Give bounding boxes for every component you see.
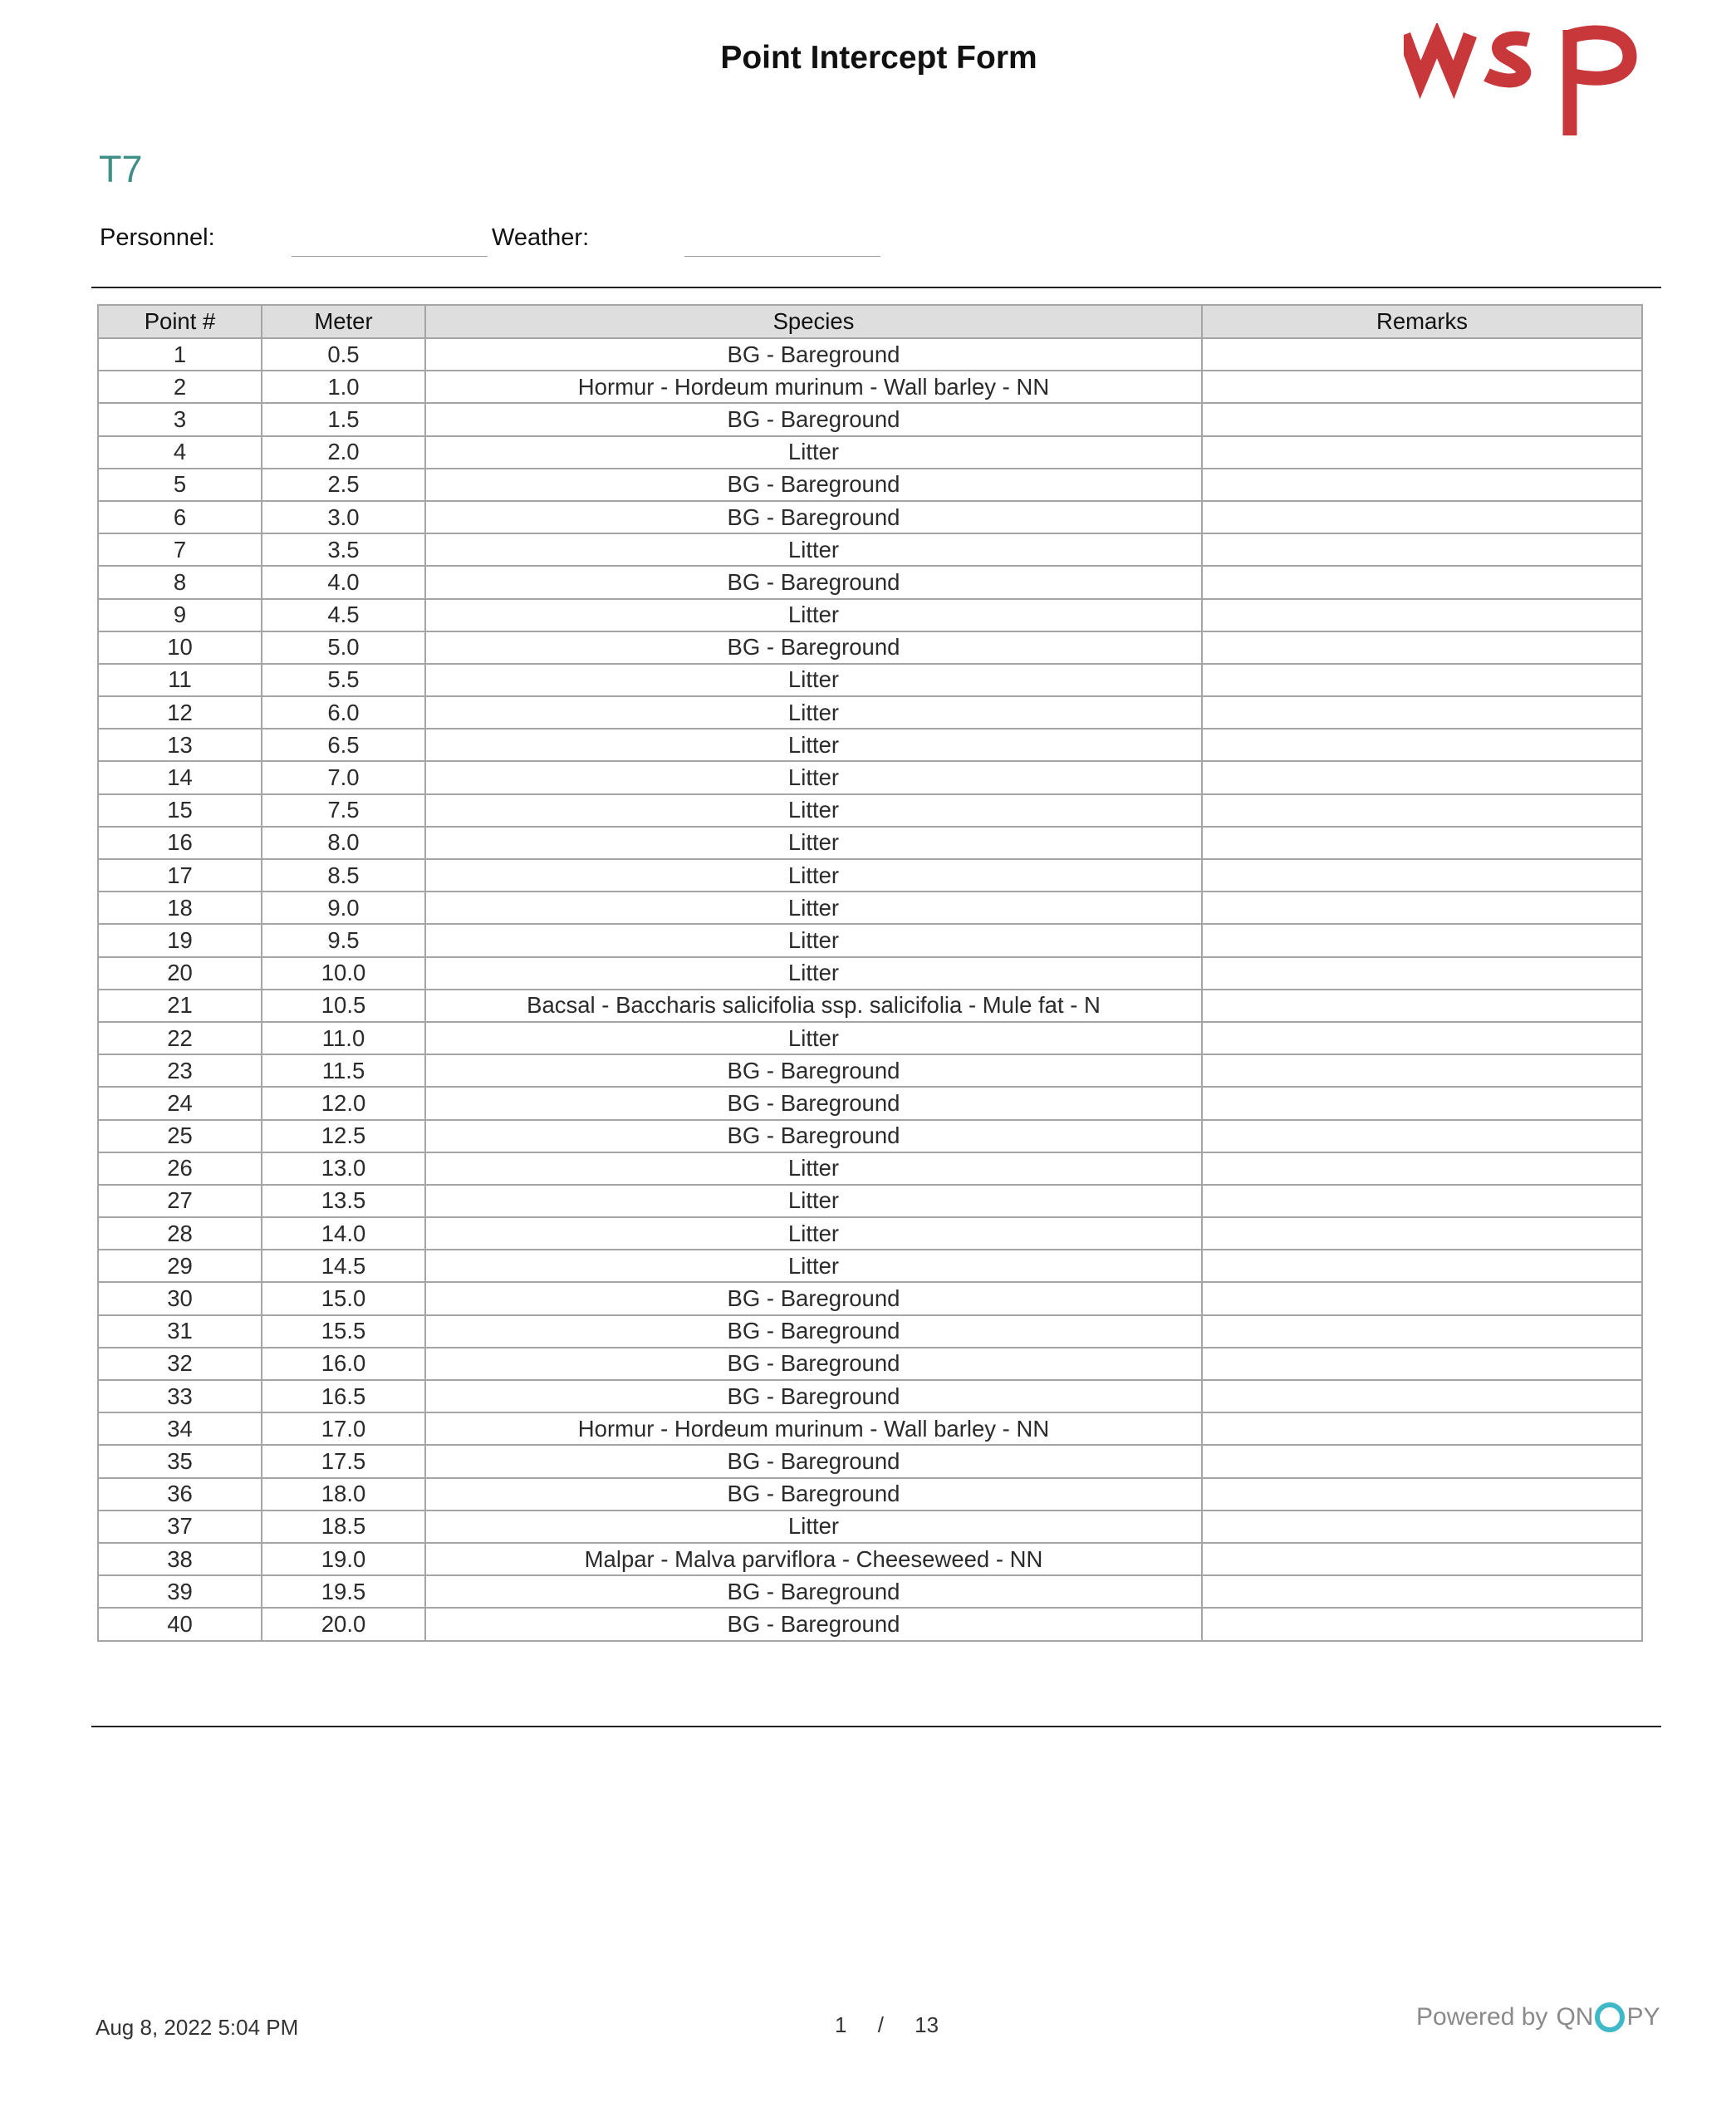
- cell-point: 4: [98, 436, 262, 469]
- cell-meter: 4.0: [262, 566, 425, 598]
- table-row: [98, 924, 1642, 956]
- cell-meter: 3.5: [262, 533, 425, 566]
- header-remarks: Remarks: [1202, 305, 1642, 338]
- cell-point: 5: [98, 469, 262, 501]
- cell-point: 26: [98, 1152, 262, 1185]
- table-row: [98, 664, 1642, 696]
- brand-name: [1556, 2002, 1660, 2032]
- cell-point: 34: [98, 1412, 262, 1445]
- cell-species: Litter: [425, 664, 1202, 696]
- brand-suffix: PY: [1626, 2003, 1660, 2031]
- cell-species: Hormur - Hordeum murinum - Wall barley - NN: [425, 1412, 1202, 1445]
- cell-point: 11: [98, 664, 262, 696]
- cell-species: Litter: [425, 436, 1202, 469]
- table-row: [98, 371, 1642, 403]
- table-row: [98, 1348, 1642, 1380]
- cell-remarks[interactable]: [1202, 794, 1642, 827]
- table-row: [98, 338, 1642, 371]
- cell-meter: 18.0: [262, 1478, 425, 1511]
- cell-meter: 1.5: [262, 403, 425, 435]
- cell-point: 10: [98, 631, 262, 664]
- table-row: [98, 1022, 1642, 1054]
- cell-species: BG - Bareground: [425, 566, 1202, 598]
- cell-point: 16: [98, 827, 262, 859]
- cell-species: BG - Bareground: [425, 501, 1202, 533]
- table-row: [98, 1185, 1642, 1217]
- cell-remarks[interactable]: [1202, 696, 1642, 729]
- cell-meter: 7.5: [262, 794, 425, 827]
- cell-meter: 9.0: [262, 892, 425, 924]
- cell-point: 7: [98, 533, 262, 566]
- cell-meter: 15.0: [262, 1282, 425, 1314]
- cell-point: 14: [98, 761, 262, 793]
- cell-meter: 13.0: [262, 1152, 425, 1185]
- table-row: [98, 501, 1642, 533]
- cell-meter: 5.5: [262, 664, 425, 696]
- cell-meter: 12.5: [262, 1120, 425, 1152]
- cell-meter: 8.0: [262, 827, 425, 859]
- cell-meter: 14.0: [262, 1217, 425, 1250]
- table-row: [98, 827, 1642, 859]
- cell-point: 25: [98, 1120, 262, 1152]
- cell-species: Litter: [425, 1185, 1202, 1217]
- cell-species: Litter: [425, 533, 1202, 566]
- cell-remarks[interactable]: [1202, 1152, 1642, 1185]
- cell-point: 30: [98, 1282, 262, 1314]
- cell-remarks[interactable]: [1202, 1120, 1642, 1152]
- cell-meter: 19.5: [262, 1575, 425, 1608]
- cell-point: 17: [98, 859, 262, 892]
- table-header-row: [98, 305, 1642, 338]
- cell-remarks[interactable]: [1202, 1575, 1642, 1608]
- cell-remarks[interactable]: [1202, 1478, 1642, 1511]
- cell-meter: 0.5: [262, 338, 425, 371]
- weather-label: Weather:: [492, 224, 590, 251]
- cell-species: Litter: [425, 1250, 1202, 1282]
- point-intercept-table: [97, 304, 1643, 1642]
- table-row: [98, 1120, 1642, 1152]
- cell-meter: 11.0: [262, 1022, 425, 1054]
- table-row: [98, 1152, 1642, 1185]
- cell-species: Litter: [425, 1511, 1202, 1543]
- page-total: 13: [915, 2012, 939, 2037]
- cell-meter: 10.5: [262, 990, 425, 1022]
- cell-remarks[interactable]: [1202, 892, 1642, 924]
- table-row: [98, 566, 1642, 598]
- table-row: [98, 403, 1642, 435]
- table-row: [98, 729, 1642, 761]
- table-row: [98, 1315, 1642, 1348]
- cell-remarks[interactable]: [1202, 1380, 1642, 1412]
- cell-meter: 2.0: [262, 436, 425, 469]
- cell-point: 40: [98, 1608, 262, 1640]
- cell-meter: 6.0: [262, 696, 425, 729]
- table-row: [98, 1412, 1642, 1445]
- table-row: [98, 469, 1642, 501]
- cell-species: Bacsal - Baccharis salicifolia ssp. salicifolia - Mule fat - N: [425, 990, 1202, 1022]
- table-row: [98, 859, 1642, 892]
- cell-meter: 3.0: [262, 501, 425, 533]
- cell-point: 20: [98, 957, 262, 990]
- cell-meter: 11.5: [262, 1054, 425, 1087]
- table-row: [98, 533, 1642, 566]
- table-row: [98, 599, 1642, 631]
- table-row: [98, 1445, 1642, 1477]
- cell-meter: 14.5: [262, 1250, 425, 1282]
- footer-timestamp: Aug 8, 2022 5:04 PM: [96, 2015, 299, 2040]
- cell-point: 8: [98, 566, 262, 598]
- cell-remarks[interactable]: [1202, 533, 1642, 566]
- table-row: [98, 1250, 1642, 1282]
- table-row: [98, 1054, 1642, 1087]
- cell-point: 29: [98, 1250, 262, 1282]
- cell-remarks[interactable]: [1202, 1511, 1642, 1543]
- cell-remarks[interactable]: [1202, 469, 1642, 501]
- top-divider: [91, 287, 1661, 288]
- cell-species: BG - Bareground: [425, 469, 1202, 501]
- cell-remarks[interactable]: [1202, 924, 1642, 956]
- cell-remarks[interactable]: [1202, 1087, 1642, 1119]
- cell-species: BG - Bareground: [425, 631, 1202, 664]
- header-point: Point #: [98, 305, 262, 338]
- cell-species: BG - Bareground: [425, 1445, 1202, 1477]
- cell-meter: 18.5: [262, 1511, 425, 1543]
- cell-meter: 7.0: [262, 761, 425, 793]
- cell-point: 37: [98, 1511, 262, 1543]
- header-species: Species: [425, 305, 1202, 338]
- table-row: [98, 892, 1642, 924]
- cell-species: BG - Bareground: [425, 1054, 1202, 1087]
- cell-remarks[interactable]: [1202, 761, 1642, 793]
- cell-point: 38: [98, 1543, 262, 1575]
- page-title: Point Intercept Form: [720, 40, 1037, 76]
- table-row: [98, 1282, 1642, 1314]
- cell-species: Litter: [425, 1022, 1202, 1054]
- cell-species: Litter: [425, 696, 1202, 729]
- cell-meter: 16.0: [262, 1348, 425, 1380]
- cell-remarks[interactable]: [1202, 1608, 1642, 1640]
- cell-point: 36: [98, 1478, 262, 1511]
- cell-species: Litter: [425, 1152, 1202, 1185]
- table-row: [98, 631, 1642, 664]
- cell-point: 24: [98, 1087, 262, 1119]
- powered-by-text: Powered by: [1416, 2003, 1548, 2031]
- table-row: [98, 1575, 1642, 1608]
- cell-remarks[interactable]: [1202, 859, 1642, 892]
- cell-species: Litter: [425, 761, 1202, 793]
- cell-remarks[interactable]: [1202, 436, 1642, 469]
- cell-point: 3: [98, 403, 262, 435]
- cell-remarks[interactable]: [1202, 501, 1642, 533]
- cell-point: 15: [98, 794, 262, 827]
- cell-point: 35: [98, 1445, 262, 1477]
- cell-remarks[interactable]: [1202, 664, 1642, 696]
- cell-species: Litter: [425, 729, 1202, 761]
- cell-point: 12: [98, 696, 262, 729]
- cell-point: 21: [98, 990, 262, 1022]
- bottom-divider: [91, 1726, 1661, 1727]
- cell-species: BG - Bareground: [425, 1575, 1202, 1608]
- cell-meter: 5.0: [262, 631, 425, 664]
- ring-icon: [1595, 2002, 1625, 2032]
- cell-remarks[interactable]: [1202, 1445, 1642, 1477]
- table-row: [98, 1380, 1642, 1412]
- cell-point: 28: [98, 1217, 262, 1250]
- table-row: [98, 1543, 1642, 1575]
- cell-remarks[interactable]: [1202, 599, 1642, 631]
- cell-remarks[interactable]: [1202, 1315, 1642, 1348]
- cell-species: BG - Bareground: [425, 1348, 1202, 1380]
- cell-remarks[interactable]: [1202, 1022, 1642, 1054]
- table-row: [98, 1217, 1642, 1250]
- page-current: 1: [835, 2012, 847, 2037]
- cell-meter: 8.5: [262, 859, 425, 892]
- table-row: [98, 436, 1642, 469]
- cell-remarks[interactable]: [1202, 957, 1642, 990]
- table-row: [98, 1511, 1642, 1543]
- cell-meter: 10.0: [262, 957, 425, 990]
- cell-remarks[interactable]: [1202, 729, 1642, 761]
- cell-species: Litter: [425, 827, 1202, 859]
- cell-remarks[interactable]: [1202, 371, 1642, 403]
- cell-species: BG - Bareground: [425, 403, 1202, 435]
- cell-point: 32: [98, 1348, 262, 1380]
- cell-point: 39: [98, 1575, 262, 1608]
- cell-remarks[interactable]: [1202, 1348, 1642, 1380]
- cell-point: 27: [98, 1185, 262, 1217]
- table-row: [98, 761, 1642, 793]
- cell-remarks[interactable]: [1202, 1250, 1642, 1282]
- table-row: [98, 1608, 1642, 1640]
- page-separator: /: [877, 2012, 884, 2037]
- cell-meter: 19.0: [262, 1543, 425, 1575]
- cell-remarks[interactable]: [1202, 338, 1642, 371]
- cell-species: Litter: [425, 924, 1202, 956]
- cell-point: 6: [98, 501, 262, 533]
- cell-meter: 16.5: [262, 1380, 425, 1412]
- table-row: [98, 1087, 1642, 1119]
- cell-remarks[interactable]: [1202, 1412, 1642, 1445]
- header-meter: Meter: [262, 305, 425, 338]
- transect-label: T7: [99, 148, 143, 190]
- cell-remarks[interactable]: [1202, 1217, 1642, 1250]
- cell-point: 23: [98, 1054, 262, 1087]
- cell-meter: 15.5: [262, 1315, 425, 1348]
- powered-by: [1416, 2002, 1660, 2032]
- cell-species: Litter: [425, 957, 1202, 990]
- cell-meter: 13.5: [262, 1185, 425, 1217]
- cell-point: 33: [98, 1380, 262, 1412]
- page-indicator: [835, 2012, 939, 2038]
- cell-remarks[interactable]: [1202, 827, 1642, 859]
- table-row: [98, 1478, 1642, 1511]
- cell-species: Litter: [425, 892, 1202, 924]
- table-row: [98, 990, 1642, 1022]
- cell-species: BG - Bareground: [425, 1478, 1202, 1511]
- table-row: [98, 696, 1642, 729]
- personnel-label: Personnel:: [100, 224, 215, 251]
- cell-point: 18: [98, 892, 262, 924]
- cell-meter: 17.5: [262, 1445, 425, 1477]
- cell-species: Litter: [425, 859, 1202, 892]
- cell-species: Malpar - Malva parviflora - Cheeseweed - NN: [425, 1543, 1202, 1575]
- cell-species: BG - Bareground: [425, 1315, 1202, 1348]
- table-row: [98, 794, 1642, 827]
- cell-meter: 4.5: [262, 599, 425, 631]
- cell-remarks[interactable]: [1202, 1282, 1642, 1314]
- cell-point: 13: [98, 729, 262, 761]
- cell-meter: 12.0: [262, 1087, 425, 1119]
- cell-point: 19: [98, 924, 262, 956]
- cell-point: 1: [98, 338, 262, 371]
- cell-species: Hormur - Hordeum murinum - Wall barley - NN: [425, 371, 1202, 403]
- cell-species: BG - Bareground: [425, 1282, 1202, 1314]
- weather-field[interactable]: [684, 256, 880, 257]
- brand-prefix: QN: [1556, 2003, 1594, 2031]
- cell-point: 2: [98, 371, 262, 403]
- cell-species: Litter: [425, 794, 1202, 827]
- cell-meter: 20.0: [262, 1608, 425, 1640]
- cell-remarks[interactable]: [1202, 1054, 1642, 1087]
- cell-point: 9: [98, 599, 262, 631]
- cell-remarks[interactable]: [1202, 1185, 1642, 1217]
- cell-remarks[interactable]: [1202, 566, 1642, 598]
- cell-remarks[interactable]: [1202, 631, 1642, 664]
- cell-meter: 1.0: [262, 371, 425, 403]
- cell-meter: 17.0: [262, 1412, 425, 1445]
- cell-point: 31: [98, 1315, 262, 1348]
- cell-species: Litter: [425, 599, 1202, 631]
- cell-species: BG - Bareground: [425, 1608, 1202, 1640]
- cell-remarks[interactable]: [1202, 1543, 1642, 1575]
- cell-species: BG - Bareground: [425, 338, 1202, 371]
- cell-remarks[interactable]: [1202, 403, 1642, 435]
- cell-species: BG - Bareground: [425, 1087, 1202, 1119]
- cell-species: BG - Bareground: [425, 1380, 1202, 1412]
- cell-point: 22: [98, 1022, 262, 1054]
- wsp-logo: [1404, 23, 1645, 140]
- cell-meter: 2.5: [262, 469, 425, 501]
- cell-species: BG - Bareground: [425, 1120, 1202, 1152]
- table-row: [98, 957, 1642, 990]
- cell-meter: 9.5: [262, 924, 425, 956]
- cell-remarks[interactable]: [1202, 990, 1642, 1022]
- cell-species: Litter: [425, 1217, 1202, 1250]
- personnel-field[interactable]: [292, 256, 488, 257]
- cell-meter: 6.5: [262, 729, 425, 761]
